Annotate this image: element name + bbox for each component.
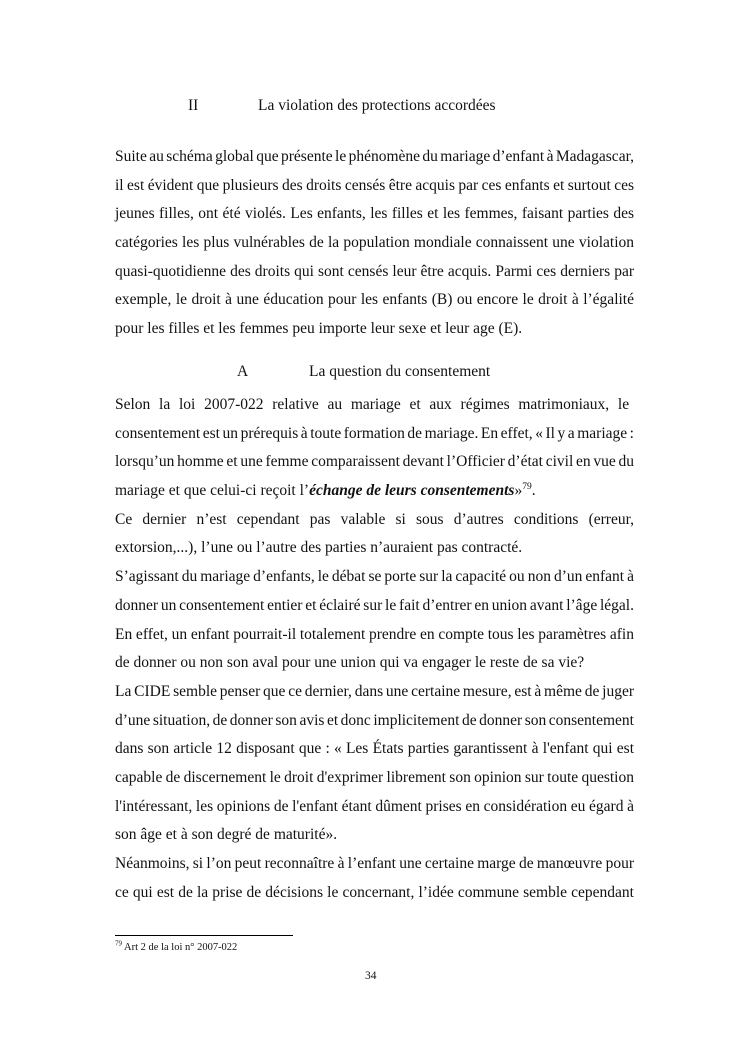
text-line-content: La CIDE semble penser que ce dernier, dans une certaine mesure, est à même de juger (115, 682, 634, 700)
section-number: II (188, 97, 199, 114)
text-line-content: d’une situation, de donner son avis et donc implicitement de donner son consentement (115, 711, 634, 729)
text-line-content: Selon la loi 2007-022 relative au mariage et aux régimes matrimoniaux, le (115, 396, 630, 413)
text-line-content: exemple, le droit à une éducation pour les enfants (B) ou encore le droit à l’égalité (115, 291, 634, 309)
text-line-content: S’agissant du mariage d’enfants, le débat se porte sur la capacité ou non d’un enfant à (115, 568, 634, 586)
text-line-content: capable de discernement le droit d'exprimer librement son opinion sur toute question (115, 768, 634, 786)
text-line-content: pour les filles et les femmes peu importe leur sexe et leur age (E). (115, 320, 523, 338)
subsection-letter: A (237, 363, 249, 380)
footnote-number: 79 (115, 939, 122, 948)
text-line (115, 735, 635, 764)
text-line-content: l'intéressant, les opinions de l'enfant étant dûment prises en considération eu égard à (115, 797, 634, 815)
text-line-content: jeunes filles, ont été violés. Les enfants, les filles et les femmes, faisant parties des (115, 205, 634, 223)
quote-line (115, 477, 635, 506)
text-line-content: consentement est un prérequis à toute formation de mariage. En effet, « Il y a mariage : (115, 424, 634, 442)
text-line (115, 229, 635, 258)
text-line-content: de donner ou non son aval pour une union qui va engager le reste de sa vie? (115, 654, 585, 672)
footnote (115, 941, 237, 955)
text-line-content: Néanmoins, si l’on peut reconnaître à l’enfant une certaine marge de manœuvre pour (115, 855, 634, 872)
text-line-content: extorsion,...), l’une ou l’autre des parties n’auraient pas contracté. (115, 539, 523, 557)
text-line-content: Suite au schéma global que présente le phénomène du mariage d’enfant à Madagascar, (115, 148, 634, 165)
text-line (115, 563, 635, 592)
text-line (115, 592, 635, 621)
text-line (115, 448, 635, 477)
section-title: La violation des protections accordées (258, 97, 496, 114)
text-line-content: lorsqu’un homme et une femme comparaissent devant l’Officier d’état civil en vue du (115, 453, 634, 471)
quote-emphasis: échange de leurs consentements (309, 482, 515, 500)
text-line (115, 621, 635, 650)
footnote-ref[interactable]: 79 (522, 481, 532, 492)
text-line (115, 200, 635, 229)
text-line (115, 286, 635, 315)
text-line-content: En effet, un enfant pourrait-il totalement prendre en compte tous les paramètres afin (115, 625, 634, 643)
paragraph-body (115, 391, 635, 907)
footnote-separator (115, 935, 293, 936)
text-line-content: il est évident que plusieurs des droits censés être acquis par ces enfants et surtout ces (115, 176, 635, 194)
footnote-text: Art 2 de la loi n° 2007-022 (124, 942, 238, 953)
quote-text: mariage et que celui-ci reçoit l’ (115, 482, 310, 500)
quote-close: » (514, 482, 523, 500)
subsection-title: La question du consentement (309, 363, 491, 380)
text-line (115, 649, 635, 678)
text-line-content: catégories les plus vulnérables de la population mondiale connaissent une violation (115, 234, 634, 252)
paragraph-intro (115, 143, 635, 344)
text-line (115, 172, 635, 201)
text-line-content: ce qui est de la prise de décisions le concernant, l’idée commune semble cependant (115, 883, 634, 901)
text-line (115, 850, 635, 879)
text-line (115, 506, 635, 535)
text-line (115, 143, 635, 172)
text-line (115, 764, 635, 793)
text-line (115, 879, 635, 908)
text-line-content: dans son article 12 disposant que : « Les États parties garantissent à l'enfant qui est (115, 740, 634, 758)
text-line (115, 707, 635, 736)
text-line-content: Ce dernier n’est cependant pas valable si sous d’autres conditions (erreur, (115, 510, 634, 528)
text-line-content: son âge et à son degré de maturité». (115, 826, 338, 844)
text-line (115, 534, 635, 563)
text-line-content: donner un consentement entier et éclairé sur le fait d’entrer en union avant l’âge légal. (115, 596, 634, 614)
text-line (115, 420, 635, 449)
text-line-content: quasi-quotidienne des droits qui sont censés leur être acquis. Parmi ces derniers par (115, 262, 634, 280)
page-number: 34 (365, 970, 377, 982)
text-line (115, 258, 635, 287)
quote-end: . (531, 482, 536, 500)
text-line (115, 315, 635, 344)
text-line (115, 793, 635, 822)
text-line (115, 391, 635, 420)
text-line (115, 821, 635, 850)
text-line (115, 678, 635, 707)
